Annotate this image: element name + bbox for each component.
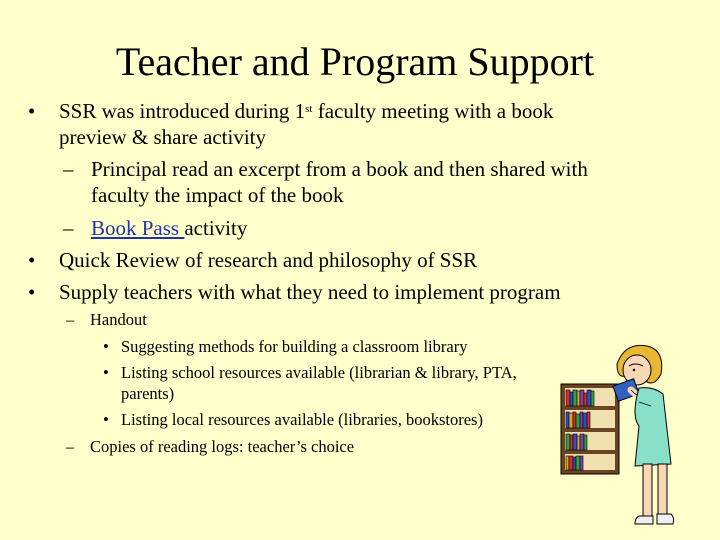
bullet-mark: • (28, 280, 36, 304)
dash-mark: – (63, 216, 74, 240)
bullet-2: Quick Review of research and philosophy of SSR (59, 248, 478, 272)
sub-bullet-1-line-1: Principal read an excerpt from a book and then shared with (91, 157, 588, 181)
book-pass-link[interactable]: Book Pass (91, 216, 185, 240)
handout-item-2-line-1: Listing school resources available (librarian & library, PTA, (121, 363, 517, 382)
bullet-3: Supply teachers with what they need to implement program (59, 280, 561, 304)
handout-item-1: Suggesting methods for building a classroom library (121, 337, 468, 356)
slide-title: Teacher and Program Support (115, 39, 595, 84)
bullet-mark: • (28, 99, 36, 123)
handout-item-2-line-2: parents) (121, 384, 175, 403)
reading-logs-item: Copies of reading logs: teacher’s choice (90, 437, 355, 456)
sub-bullet-2: Book Pass activity (91, 216, 248, 240)
dash-mark: – (63, 157, 74, 181)
bullet-1-line-1: SSR was introduced during 1st faculty meeting with a book (59, 99, 554, 123)
handout-label: Handout (90, 310, 147, 329)
girl-at-bookshelf-clipart (555, 336, 690, 532)
bullet-mark: • (103, 337, 109, 356)
sub-bullet-1-line-2: faculty the impact of the book (91, 183, 344, 207)
bullet-1-line-2: preview & share activity (59, 125, 267, 149)
bullet-mark: • (103, 363, 109, 382)
bullet-mark: • (103, 410, 109, 429)
bullet-mark: • (28, 248, 36, 272)
handout-item-3: Listing local resources available (libraries, bookstores) (121, 410, 483, 429)
dash-mark: – (66, 310, 75, 329)
dash-mark: – (66, 437, 75, 456)
